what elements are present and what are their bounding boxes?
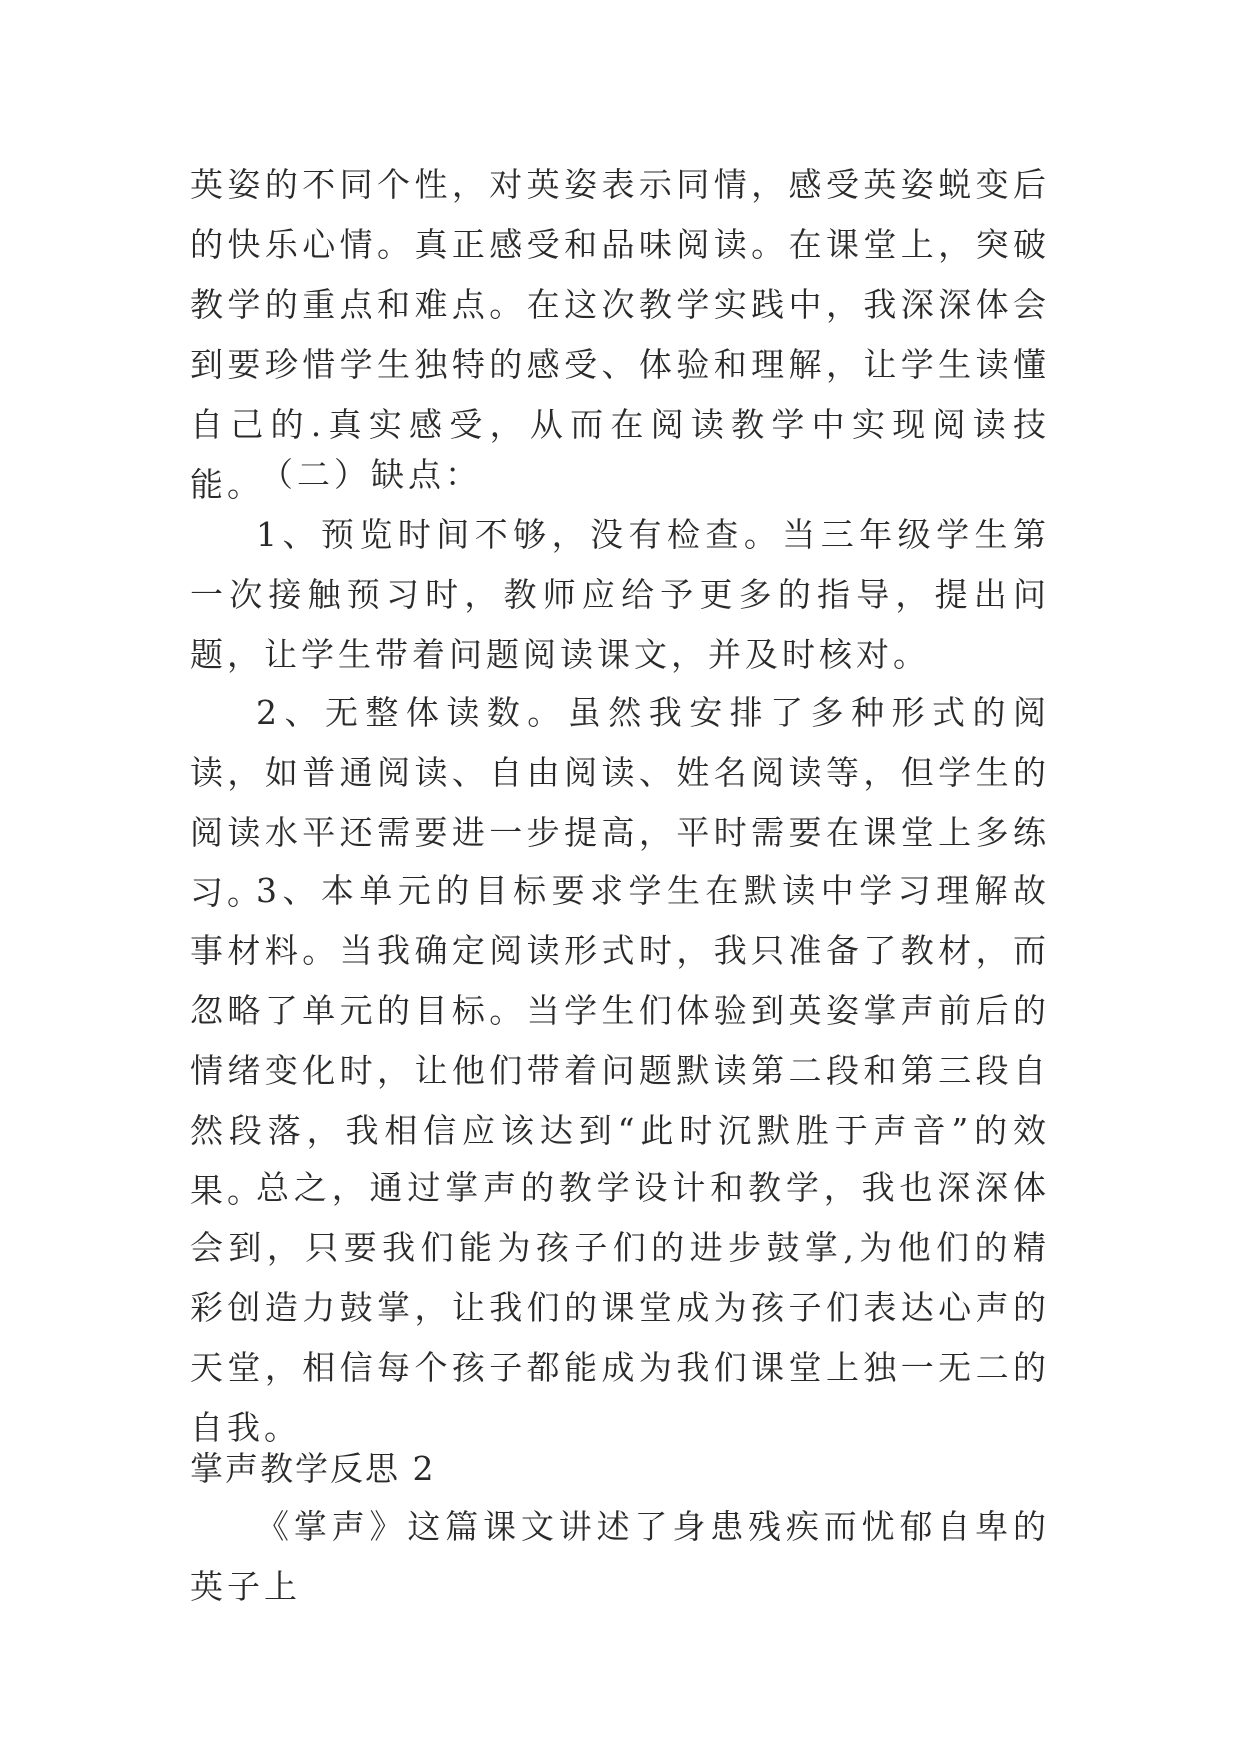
faults-heading: （二）缺点： bbox=[260, 455, 482, 494]
section-opening-paragraph: 《掌声》这篇课文讲述了身患残疾而忧郁自卑的英子上 bbox=[190, 1507, 1050, 1606]
conclusion-paragraph: 总之，通过掌声的教学设计和教学，我也深深体会到，只要我们能为孩子们的进步鼓掌,为他们的精彩创造力鼓掌，让我们的课堂成为孩子们表达心声的天堂，相信每个孩子都能成为我们课堂上独一无二的自我。 bbox=[190, 1168, 1050, 1447]
fault-item-2: 2、无整体读数。虽然我安排了多种形式的阅读，如普通阅读、自由阅读、姓名阅读等，但学生的阅读水平还需要进一步提高，平时需要在课堂上多练习。 bbox=[190, 693, 1050, 912]
fault-item-1: 1、预览时间不够，没有检查。当三年级学生第一次接触预习时，教师应给予更多的指导，提出问题，让学生带着问题阅读课文，并及时核对。 bbox=[190, 515, 1050, 674]
intro-paragraph: 英姿的不同个性，对英姿表示同情，感受英姿蜕变后的快乐心情。真正感受和品味阅读。在课堂上，突破教学的重点和难点。在这次教学实践中，我深深体会到要珍惜学生独特的感受、体验和理解，让学生读懂自己的.真实感受，从而在阅读教学中实现阅读技能。 bbox=[190, 165, 1050, 504]
section-title: 掌声教学反思 2 bbox=[190, 1449, 436, 1488]
fault-item-3: 3、本单元的目标要求学生在默读中学习理解故事材料。当我确定阅读形式时，我只准备了教材，而忽略了单元的目标。当学生们体验到英姿掌声前后的情绪变化时，让他们带着问题默读第二段和第三段自然段落，我相信应该达到“此时沉默胜于声音”的效果。 bbox=[190, 871, 1050, 1210]
